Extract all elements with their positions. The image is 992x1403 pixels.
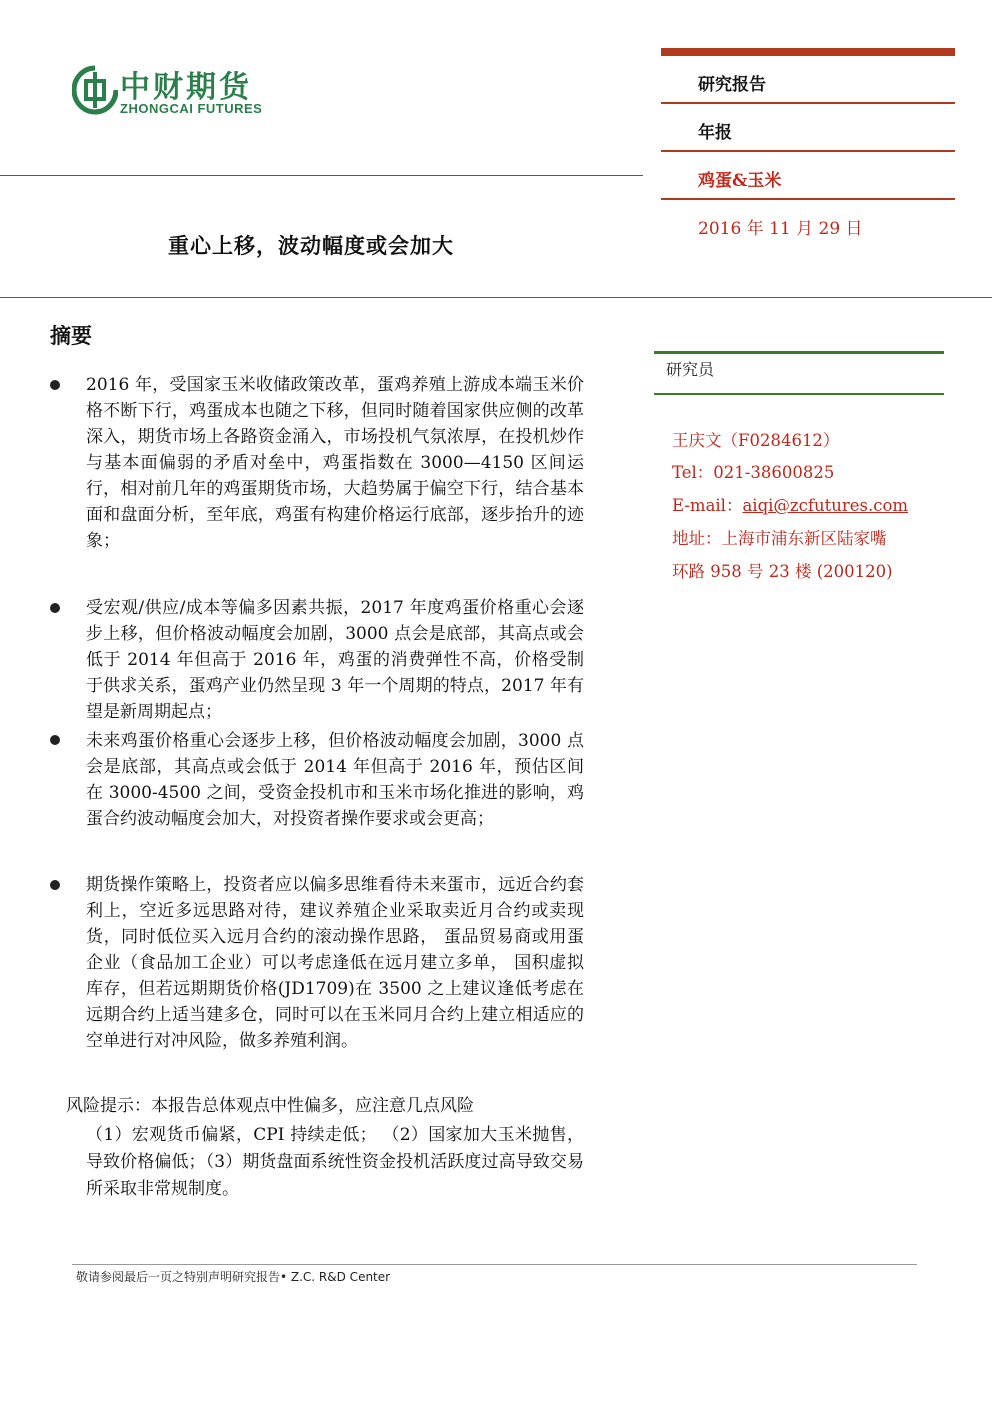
abstract-bullet-3: 未来鸡蛋价格重心会逐步上移，但价格波动幅度会加剧，3000 点会是底部，其高点或会低于 2014 年但高于 2016 年，预估区间在 3000-4500 之间，受资金投机市和玉米市场化推进的影响，鸡蛋合约波动幅度会加大，对投资者操作要求或会更高；: [86, 731, 584, 829]
researcher-divider-top: [654, 351, 944, 354]
address-line-1: 地址：上海市浦东新区陆家嘴: [672, 529, 887, 548]
researcher-divider-bottom: [654, 393, 944, 395]
zhongcai-logo-icon: [72, 65, 118, 115]
divider: [661, 150, 955, 152]
report-period: 年报: [698, 123, 732, 143]
footer-divider: [72, 1264, 917, 1265]
address-line-2: 环路 958 号 23 楼 (200120): [672, 562, 893, 581]
title-divider: [0, 297, 992, 298]
divider: [661, 198, 955, 200]
abstract-bullet-1: 2016 年，受国家玉米收储政策改革，蛋鸡养殖上游成本端玉米价格不断下行，鸡蛋成本也随之下移，但同时随着国家供应侧的改革深入，期货市场上各路资金涌入，市场投机气氛浓厚，在投机炒作与基本面偏弱的矛盾对垒中，鸡蛋指数在 3000—4150 区间运行，相对前几年的鸡蛋期货市场，大趋势属于偏空下行，结合基本面和盘面分析，至年底，鸡蛋有构建价格运行底部，逐步抬升的迹象；: [86, 375, 584, 551]
email-label: E-mail：: [672, 496, 743, 515]
logo-text-en: ZHONGCAI FUTURES: [120, 101, 263, 116]
logo-text-cn: 中财期货: [120, 70, 252, 105]
researcher-tel: Tel：021-38600825: [672, 463, 835, 482]
report-type: 研究报告: [698, 75, 766, 95]
email-link[interactable]: aiqi@zcfutures.com: [742, 496, 909, 515]
bullet-icon: [50, 603, 60, 613]
researcher-name: 王庆文（F0284612）: [672, 431, 840, 450]
risk-body: （1）宏观货币偏紧，CPI 持续走低； （2）国家加大玉米抛售，导致价格偏低；（3）期货盘面系统性资金投机活跃度过高导致交易所采取非常规制度。: [86, 1125, 584, 1199]
header-divider: [0, 175, 643, 176]
researcher-email-row: [672, 492, 908, 516]
report-date: 2016 年 11 月 29 日: [698, 219, 863, 239]
abstract-heading: 摘要: [50, 323, 92, 348]
divider: [661, 102, 955, 104]
header-top-bar: [661, 48, 955, 56]
researcher-label: 研究员: [666, 360, 715, 379]
page-title: 重心上移，波动幅度或会加大: [168, 233, 454, 258]
footer-text: 敬请参阅最后一页之特别声明研究报告• Z.C. R&D Center: [76, 1270, 391, 1284]
abstract-bullet-4: 期货操作策略上，投资者应以偏多思维看待未来蛋市，远近合约套利上，空近多远思路对待，建议养殖企业采取卖近月合约或卖现货，同时低位买入远月合约的滚动操作思路， 蛋品贸易商或用蛋企业（食品加工企业）可以考虑逢低在远月建立多单， 国积虚拟库存，但若远期期货价格(JD1709)在 3500 之上建议逢低考虑在远期合约上适当建多仓，同时可以在玉米同月合约上建立相适应的空单进行对冲风险，做多养殖利润。: [86, 875, 584, 1051]
bullet-icon: [50, 880, 60, 890]
bullet-icon: [50, 380, 60, 390]
report-subject: 鸡蛋&玉米: [698, 171, 782, 191]
bullet-icon: [50, 735, 60, 745]
risk-heading: 风险提示：本报告总体观点中性偏多，应注意几点风险: [66, 1096, 474, 1116]
abstract-bullet-2: 受宏观/供应/成本等偏多因素共振，2017 年度鸡蛋价格重心会逐步上移，但价格波动幅度会加剧，3000 点会是底部，其高点或会低于 2014 年但高于 2016 年，鸡蛋的消费弹性不高，价格受制于供求关系，蛋鸡产业仍然呈现 3 年一个周期的特点，2017 年有望是新周期起点；: [86, 598, 584, 722]
